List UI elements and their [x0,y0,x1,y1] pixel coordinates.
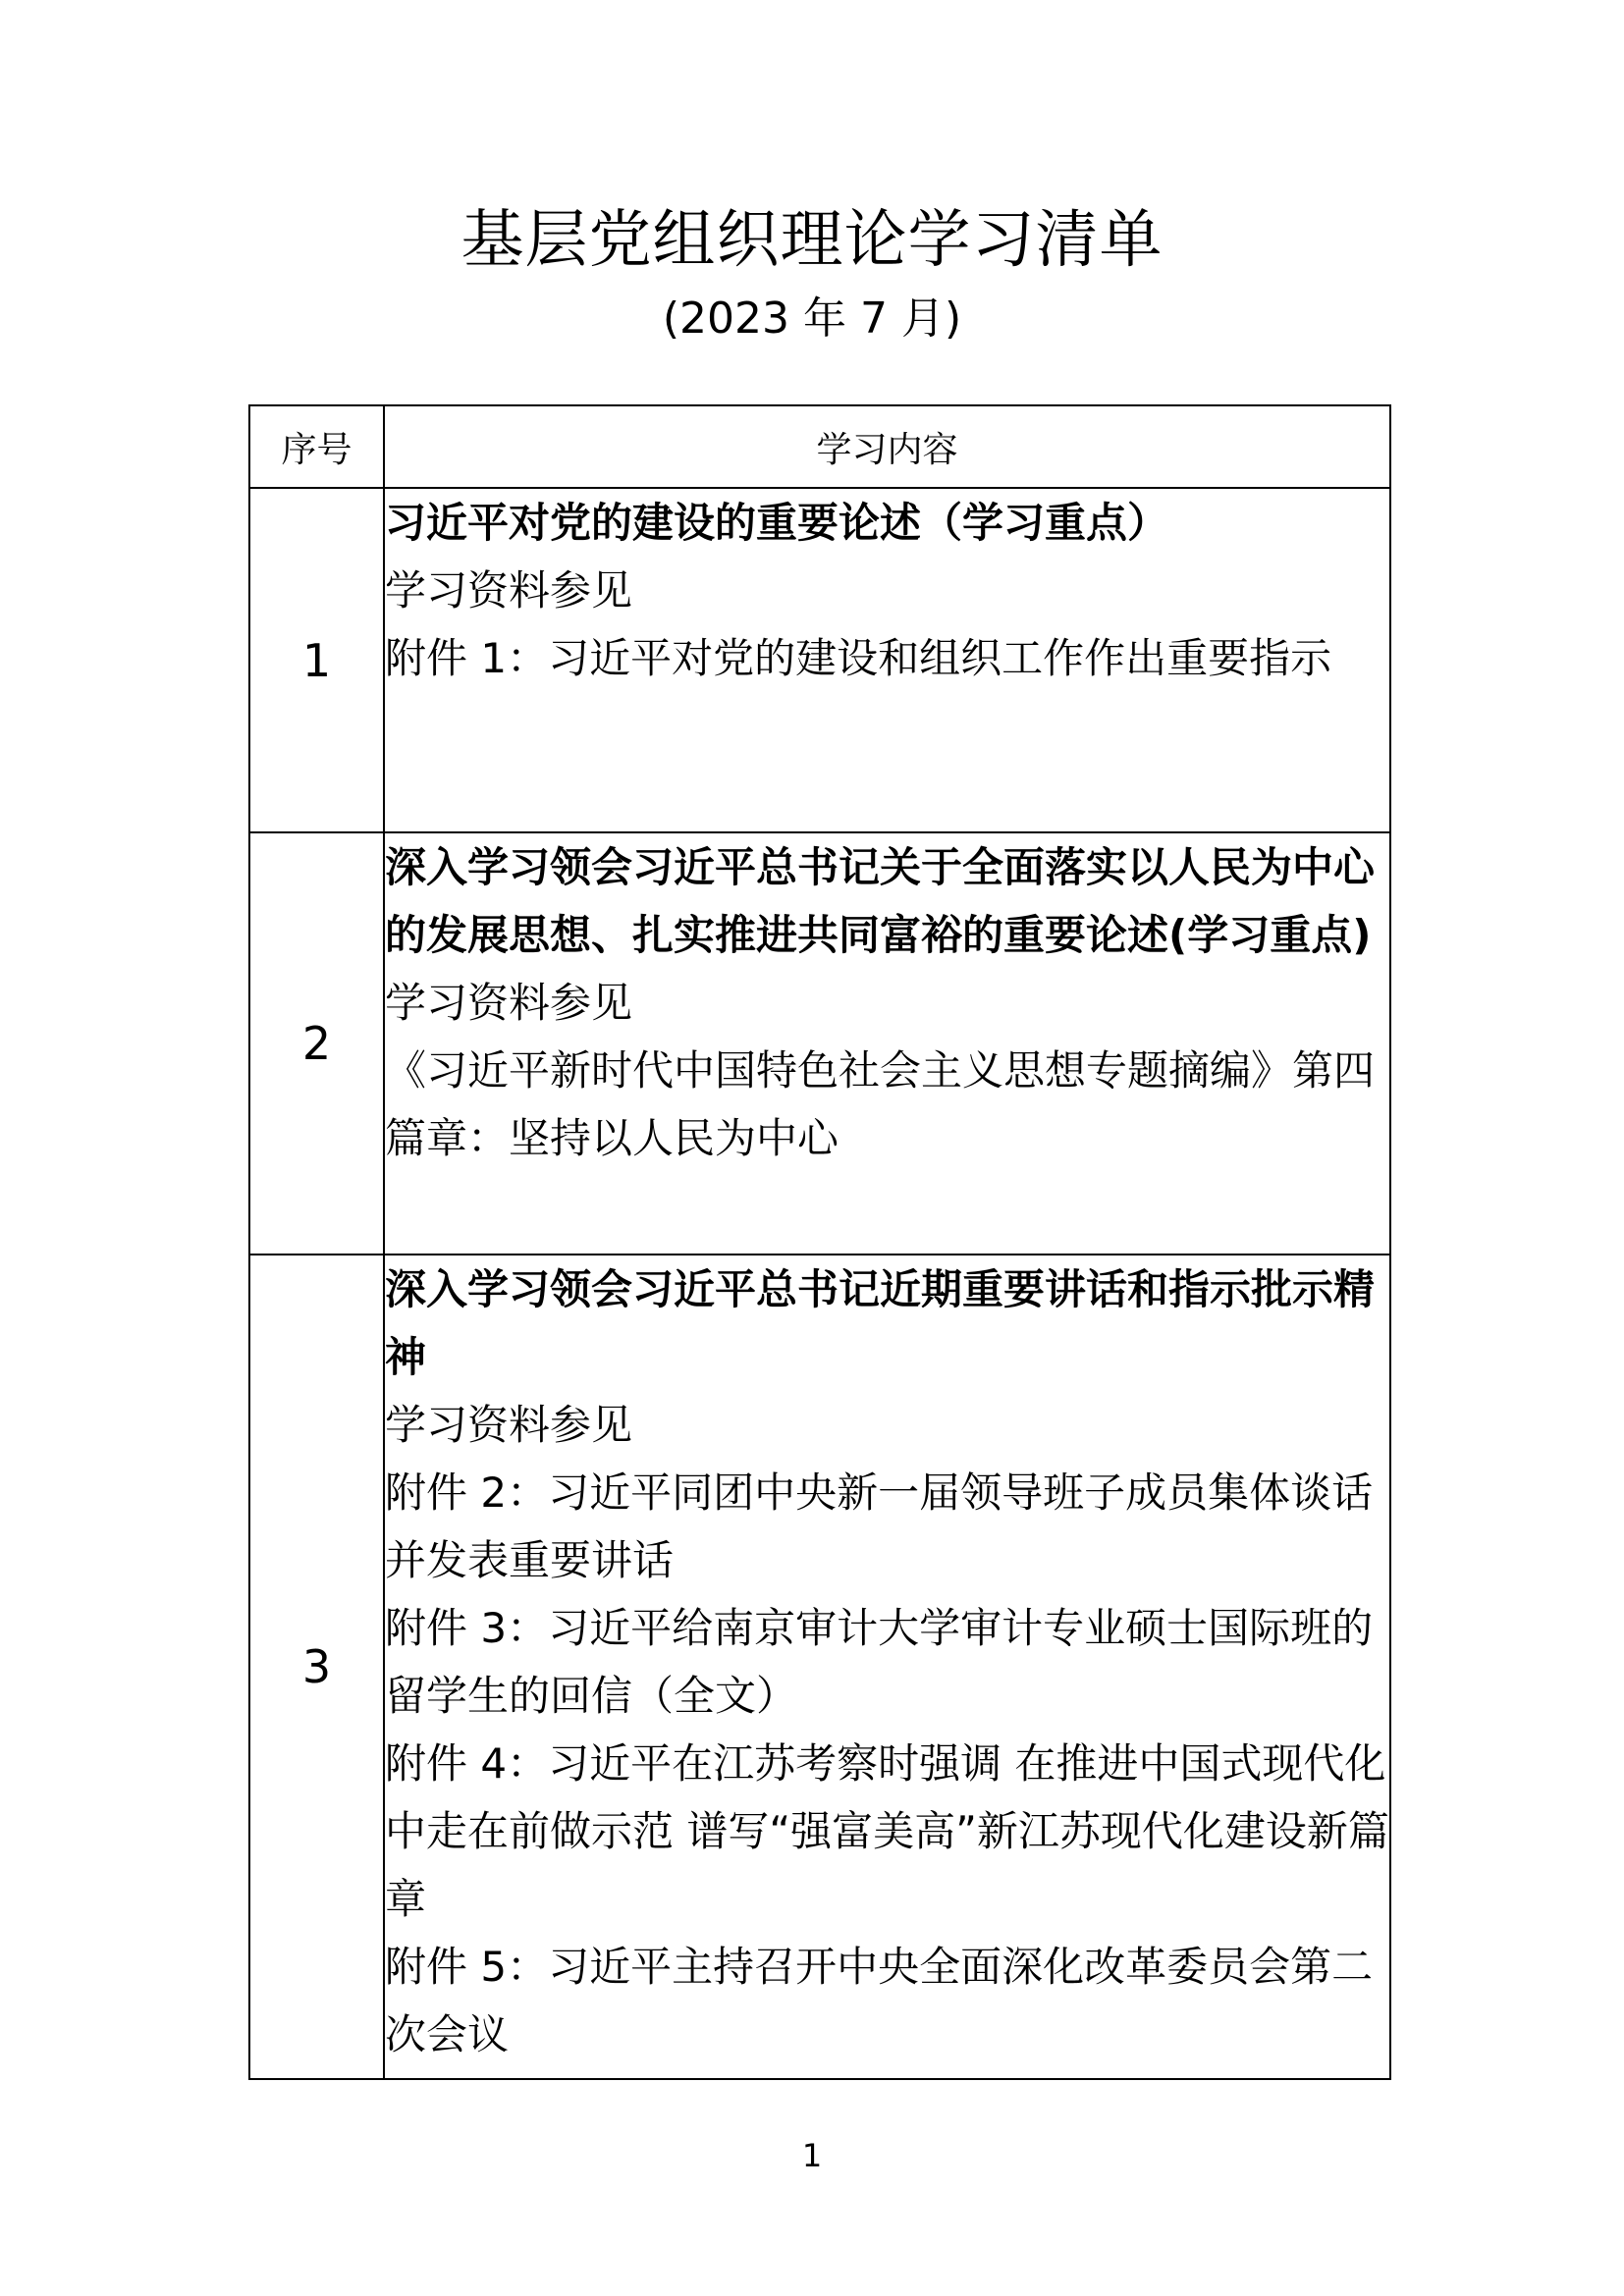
row-content [384,488,1390,832]
row-line: 附件 5：习近平主持召开中央全面深化改革委员会第二次会议 [385,1943,1374,2058]
header-content: 学习内容 [384,405,1390,488]
table-row [249,832,1390,1255]
row-number: 2 [249,832,384,1255]
row-line: 学习资料参见 [385,979,633,1027]
row-content [384,1255,1390,2079]
row-line: 学习资料参见 [385,566,633,614]
row-heading: 习近平对党的建设的重要论述（学习重点） [385,499,1169,547]
row-line: 附件 3：习近平给南京审计大学审计专业硕士国际班的留学生的回信（全文） [385,1604,1374,1720]
header-no: 序号 [249,405,384,488]
row-line: 学习资料参见 [385,1401,633,1449]
study-list-table [248,404,1391,2080]
row-line: 《习近平新时代中国特色社会主义思想专题摘编》第四篇章：坚持以人民为中心 [385,1046,1376,1162]
table-row [249,1255,1390,2079]
page-title: 基层党组织理论学习清单 [460,204,1164,277]
row-heading: 深入学习领会习近平总书记关于全面落实以人民为中心的发展思想、扎实推进共同富裕的重要论述(学习重点) [385,843,1376,959]
row-line: 附件 4：习近平在江苏考察时强调 在推进中国式现代化中走在前做示范 谱写“强富美高”新江苏现代化建设新篇章 [385,1739,1389,1923]
row-content [384,832,1390,1255]
row-heading: 深入学习领会习近平总书记近期重要讲话和指示批示精神 [385,1265,1376,1381]
row-line: 附件 2：习近平同团中央新一届领导班子成员集体谈话并发表重要讲话 [385,1468,1374,1584]
row-line: 附件 1：习近平对党的建设和组织工作作出重要指示 [385,634,1332,682]
table-row [249,488,1390,832]
row-number: 3 [249,1255,384,2079]
page-subtitle: (2023 年 7 月) [662,294,962,344]
table-header-row [249,405,1390,488]
row-number: 1 [249,488,384,832]
page-number: 1 [801,2137,823,2174]
